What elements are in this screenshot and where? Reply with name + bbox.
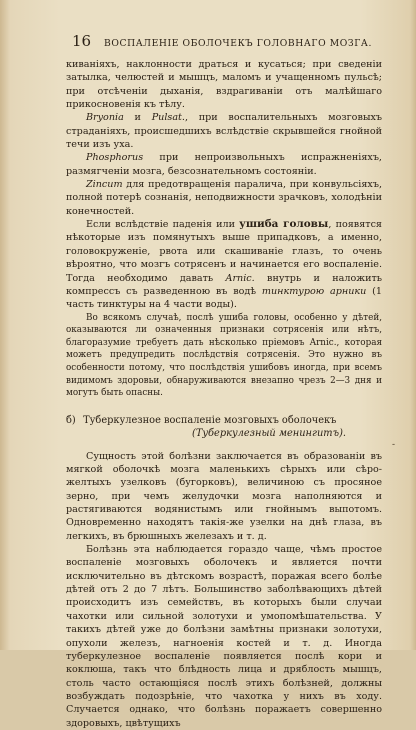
remedy-name: тинктурою арники [261, 285, 367, 297]
text-fragment: для предотвращенія паралича, при конвульсіяхъ, полной потерѣ сознанія, неподвижности зрачковъ, холодѣніи конечностей. [66, 179, 382, 217]
section-title: Туберкулезное воспаленіе мозговыхъ оболочекъ [83, 414, 337, 426]
text-fragment: при непроизвольныхъ испражненіяхъ, размягченіи мозга, безсознательномъ состояніи. [66, 152, 382, 177]
paragraph-occurrence: Болѣзнь эта наблюдается гораздо чаще, чѣмъ простое воспаленіе мозговыхъ оболочекъ и является почти исключительно въ дѣтскомъ возрастѣ, поражая всего болѣе дѣтей отъ 2 до 7 лѣтъ. Большинство заболѣвающихъ дѣтей происходитъ изъ семействъ, въ которыхъ были случаи чахотки или сильной золотухи и умопомѣшательства. У такихъ дѣтей уже до болѣзни замѣтны признаки золотухи, опухоли железъ, нагноенія костей и т. д. Иногда туберкулезное воспаленіе появляется послѣ кори и коклюша, такъ что блѣдность лица и дряблость мышцъ, столь часто остающіяся послѣ этихъ болѣзней, должны возбуждать подозрѣніе, что чахотка у нихъ въ ходу. Случается однако, что болѣзнь поражаетъ совершенно здоровыхъ, цвѣтущихъ [66, 544, 382, 729]
paragraph-head-injury [66, 218, 382, 311]
paragraph-bryonia [66, 111, 382, 151]
remedy-name: Arnic. [225, 272, 255, 284]
remedy-name: Zincum [86, 179, 123, 191]
text-fragment: , появятся нѣкоторые изъ помянутыхъ выше припадковъ, а именно, головокруженіе, рвота или скашиваніе глазъ, то очень вѣроятно, что мозгъ сотрясенъ и начинается его воспаленіе. Тогда необходимо давать [66, 219, 382, 284]
section-number: б) [66, 414, 76, 426]
paragraph-essence: Сущность этой болѣзни заключается въ образованіи въ мягкой оболочкѣ мозга маленькихъ сѣрыхъ или сѣро-желтыхъ узелковъ (бугорковъ), величиною съ просяное зерно, при чемъ желудочки мозга наполняются и растягиваются водянистымъ или гнойнымъ выпотомъ. Одновременно находятъ такія-же узелки на днѣ глаза, въ легкихъ, въ брюшныхъ железахъ и т. д. [66, 450, 382, 542]
page-header [72, 32, 372, 50]
text-fragment: , при воспалительныхъ мозговыхъ страданіяхъ, происшедшихъ вслѣдствіе скрывшейся гнойной течи изъ уха. [66, 112, 383, 151]
paragraph-phosphorus [66, 151, 382, 178]
paragraph-zincum [66, 178, 382, 218]
running-title: ВОСПАЛЕНІЕ ОБОЛОЧЕКЪ ГОЛОВНАГО МОЗГА. [104, 38, 372, 49]
bold-term: ушиба головы [239, 218, 329, 231]
remedy-name: Pulsat. [151, 112, 185, 124]
page-number: 16 [72, 32, 92, 50]
paragraph-symptoms-continued: кивaніяхъ, наклонности драться и кусаться; при сведеніи затылка, челюстей и мышцъ, маломъ и учащенномъ пульсѣ; при отсѣченіи дыханія, вздрагиваніи отъ малѣйшаго прикосновенія къ тѣлу. [66, 59, 382, 111]
remedy-name: Phosphorus [86, 152, 144, 164]
text-fragment: (1 часть тинктуры на 4 части воды). [66, 285, 382, 311]
section-subtitle: (Туберкулезный менингитъ). [192, 427, 347, 439]
remedy-name: Bryonia [86, 112, 124, 124]
section-heading [66, 414, 382, 440]
paragraph-note-small-print: Во всякомъ случаѣ, послѣ ушиба головы, особенно у дѣтей, оказываются ли означенныя признаки сотрясенія или нѣтъ, благоразумие требуетъ дать нѣсколько пріемовъ Arnic., которая можетъ предупредить послѣдствія сотрясенія. Это нужно въ особенности потому, что послѣдствія ушибовъ иногда, при всемъ видимомъ здоровьи, обнаруживаются внезапно чрезъ 2—3 дня и могутъ быть опасны. [66, 312, 382, 399]
text-fragment: внутрь и наложить компрессъ съ разведенною въ водѣ [66, 272, 382, 297]
body-text [66, 58, 382, 730]
text-fragment: Если вслѣдствіе паденія или [86, 219, 240, 231]
text-fragment: и [123, 112, 152, 124]
margin-mark: - [392, 440, 396, 450]
